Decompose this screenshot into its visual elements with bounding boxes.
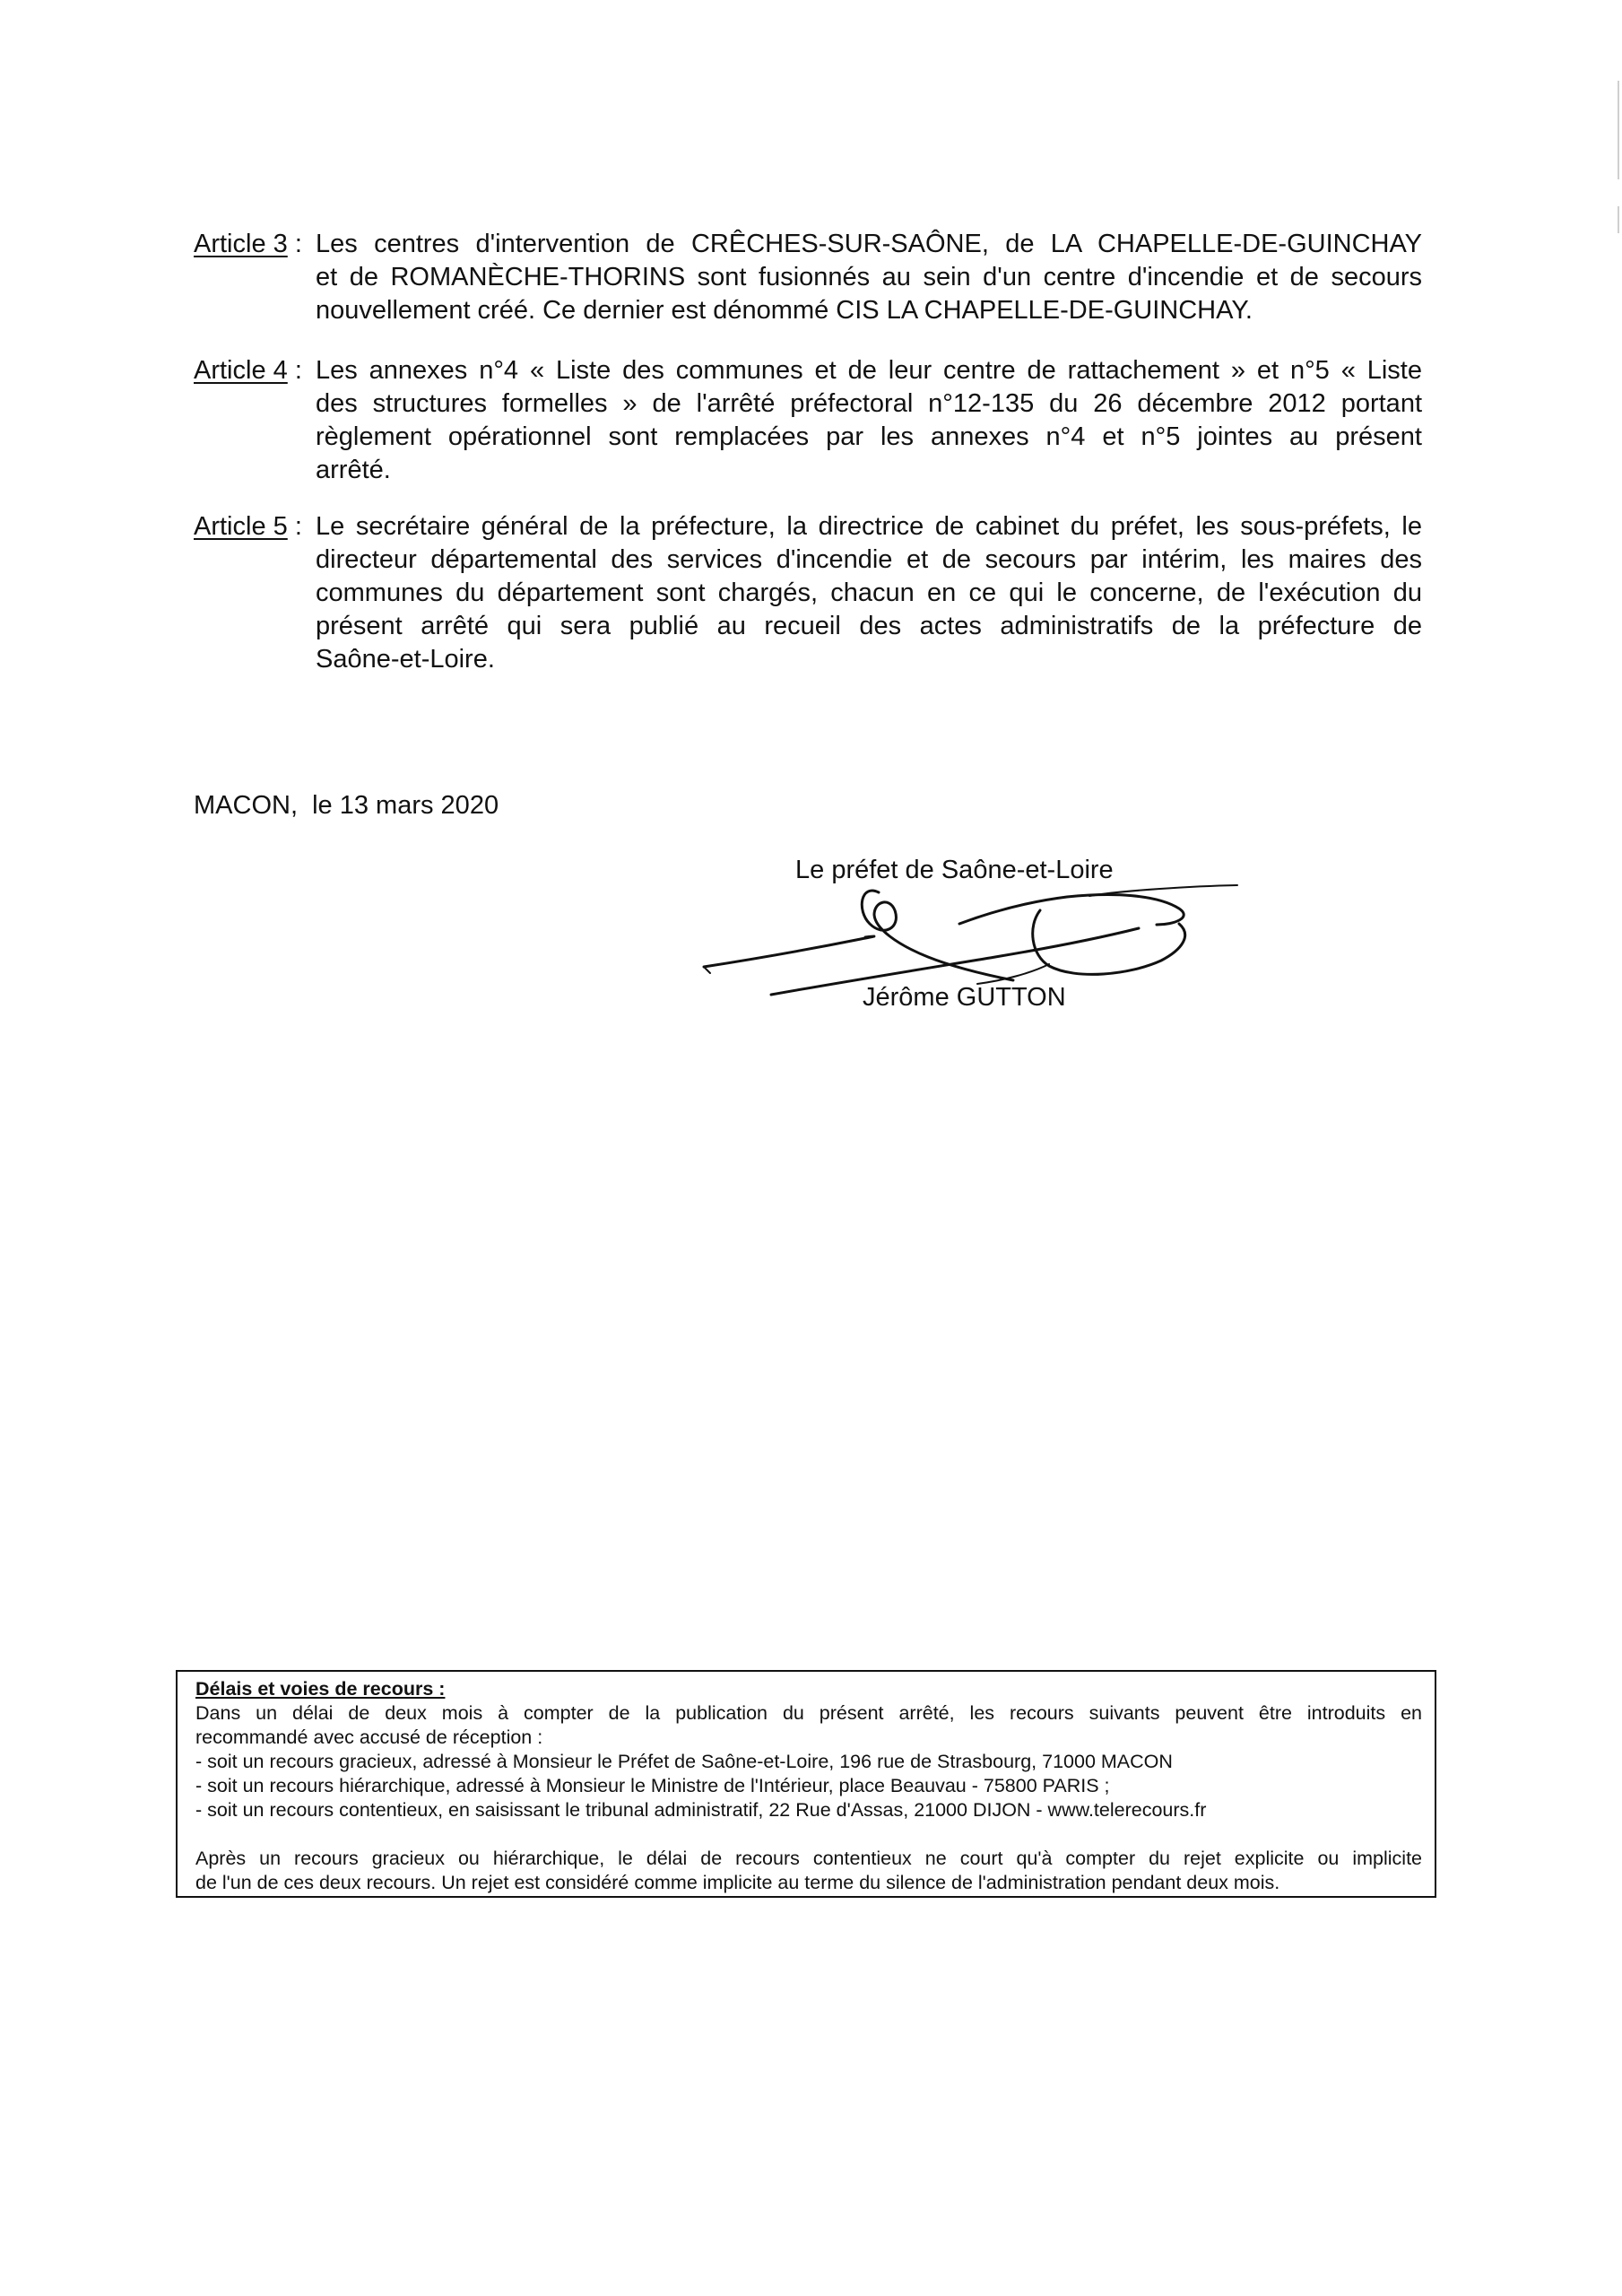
dateline: MACON, le 13 mars 2020: [194, 791, 499, 820]
appeal-option-item: - soit un recours gracieux, adressé à Monsieur le Préfet de Saône-et-Loire, 196 rue de Strasbourg, 71000 MACON: [195, 1751, 1173, 1772]
article-label: Article 4 :: [194, 356, 302, 385]
article-line: et de ROMANÈCHE-THORINS sont fusionnés au sein d'un centre d'incendie et de secours: [316, 263, 1422, 291]
scan-margin-mark: [1618, 206, 1619, 233]
article-line: arrêté.: [316, 456, 391, 484]
article-5: [194, 510, 1422, 676]
article-line: Le secrétaire général de la préfecture, la directrice de cabinet du préfet, les sous-préfets, le: [316, 512, 1422, 541]
article-line: nouvellement créé. Ce dernier est dénommé CIS LA CHAPELLE-DE-GUINCHAY.: [316, 296, 1253, 325]
article-line: Saône-et-Loire.: [316, 645, 495, 674]
article-line: Les annexes n°4 « Liste des communes et de leur centre de rattachement » et n°5 « Liste: [316, 356, 1422, 385]
paragraph-gap: [195, 1822, 1422, 1847]
appeal-closing-line: Après un recours gracieux ou hiérarchique, le délai de recours contentieux ne court qu'à compter du rejet explicite ou implicite: [195, 1848, 1422, 1869]
article-4: [194, 354, 1422, 487]
article-line: présent arrêté qui sera publié au recueil des actes administratifs de la préfecture de: [316, 612, 1422, 640]
scan-margin-mark: [1618, 81, 1619, 179]
article-line: communes du département sont chargés, chacun en ce qui le concerne, de l'exécution du: [316, 578, 1422, 607]
article-label: Article 3 :: [194, 230, 302, 258]
appeal-notice-title: Délais et voies de recours :: [195, 1678, 446, 1700]
appeal-option-item: - soit un recours contentieux, en saisissant le tribunal administratif, 22 Rue d'Assas, 21000 DIJON - www.telerecours.fr: [195, 1799, 1207, 1821]
article-body: [316, 228, 1422, 327]
article-label: Article 5 :: [194, 512, 302, 541]
article-body: [316, 510, 1422, 676]
article-line: règlement opérationnel sont remplacées par les annexes n°4 et n°5 jointes au présent: [316, 422, 1422, 451]
signatory-name: Jérôme GUTTON: [863, 983, 1066, 1012]
article-3: [194, 228, 1422, 327]
article-line: directeur départemental des services d'incendie et de secours par intérim, les maires des: [316, 545, 1422, 574]
signatory-title: Le préfet de Saône-et-Loire: [795, 856, 1114, 884]
appeal-closing-line: de l'un de ces deux recours. Un rejet est considéré comme implicite au terme du silence de l'administration pendant deux mois.: [195, 1872, 1280, 1893]
article-body: [316, 354, 1422, 487]
article-line: des structures formelles » de l'arrêté préfectoral n°12-135 du 26 décembre 2012 portant: [316, 389, 1422, 418]
appeal-intro-line: recommandé avec accusé de réception :: [195, 1726, 543, 1748]
appeal-option-item: - soit un recours hiérarchique, adressé à Monsieur le Ministre de l'Intérieur, place Beauvau - 75800 PARIS ;: [195, 1775, 1110, 1796]
article-line: Les centres d'intervention de CRÊCHES-SUR-SAÔNE, de LA CHAPELLE-DE-GUINCHAY: [316, 230, 1422, 258]
appeal-notice-box: [176, 1670, 1436, 1898]
appeal-intro-line: Dans un délai de deux mois à compter de la publication du présent arrêté, les recours suivants peuvent être introduits en: [195, 1702, 1422, 1724]
